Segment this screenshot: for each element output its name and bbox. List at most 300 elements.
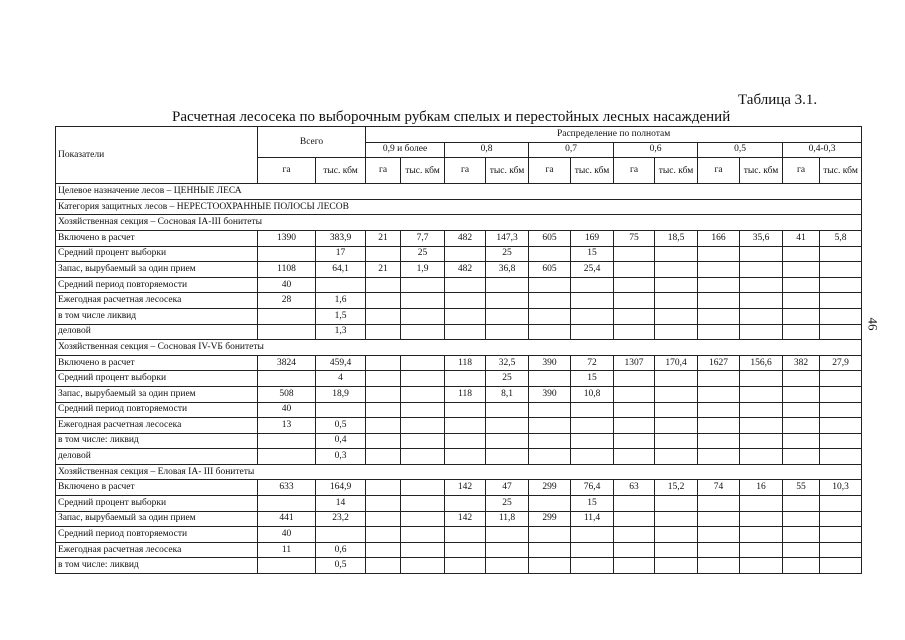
table-cell bbox=[655, 542, 698, 558]
table-cell bbox=[486, 324, 529, 340]
table-cell bbox=[655, 293, 698, 309]
table-cell bbox=[366, 402, 401, 418]
table-cell: 21 bbox=[366, 262, 401, 278]
table-cell: 1,5 bbox=[316, 308, 366, 324]
table-cell bbox=[571, 418, 614, 434]
table-cell bbox=[366, 433, 401, 449]
table-cell bbox=[655, 418, 698, 434]
table-cell bbox=[655, 386, 698, 402]
table-cell: 76,4 bbox=[571, 480, 614, 496]
table-cell bbox=[698, 246, 740, 262]
table-cell bbox=[698, 371, 740, 387]
table-cell bbox=[783, 402, 820, 418]
table-cell: 25 bbox=[486, 371, 529, 387]
table-row bbox=[56, 246, 862, 262]
table-cell bbox=[820, 293, 862, 309]
table-row bbox=[56, 402, 862, 418]
table-cell bbox=[445, 418, 486, 434]
table-cell bbox=[783, 527, 820, 543]
table-cell: 1307 bbox=[614, 355, 655, 371]
header-unit-volume: тыс. кбм bbox=[820, 158, 862, 184]
table-cell bbox=[445, 402, 486, 418]
table-cell: 72 bbox=[571, 355, 614, 371]
table-cell: 0,5 bbox=[316, 558, 366, 574]
table-cell bbox=[445, 558, 486, 574]
header-unit-ha: га bbox=[366, 158, 401, 184]
table-cell bbox=[740, 246, 783, 262]
row-label: Средний процент выборки bbox=[56, 371, 258, 387]
table-cell bbox=[571, 402, 614, 418]
row-label: Включено в расчет bbox=[56, 355, 258, 371]
table-cell: 17 bbox=[316, 246, 366, 262]
row-label: Средний процент выборки bbox=[56, 246, 258, 262]
table-cell: 4 bbox=[316, 371, 366, 387]
table-cell bbox=[529, 246, 571, 262]
table-cell bbox=[655, 371, 698, 387]
table-cell bbox=[614, 293, 655, 309]
table-cell: 508 bbox=[258, 386, 316, 402]
table-cell bbox=[401, 496, 445, 512]
table-cell: 299 bbox=[529, 480, 571, 496]
table-cell bbox=[529, 402, 571, 418]
table-cell bbox=[698, 418, 740, 434]
table-cell bbox=[366, 496, 401, 512]
table-row bbox=[56, 511, 862, 527]
table-cell bbox=[820, 449, 862, 465]
table-cell bbox=[614, 324, 655, 340]
table-cell bbox=[366, 246, 401, 262]
table-cell bbox=[698, 402, 740, 418]
table-cell: 142 bbox=[445, 480, 486, 496]
table-cell: 118 bbox=[445, 355, 486, 371]
table-cell bbox=[445, 433, 486, 449]
table-cell bbox=[529, 371, 571, 387]
table-cell: 14 bbox=[316, 496, 366, 512]
table-cell: 633 bbox=[258, 480, 316, 496]
table-cell bbox=[614, 308, 655, 324]
table-cell: 10,8 bbox=[571, 386, 614, 402]
table-row bbox=[56, 386, 862, 402]
table-cell bbox=[258, 324, 316, 340]
table-cell bbox=[820, 558, 862, 574]
table-cell: 15,2 bbox=[655, 480, 698, 496]
table-cell bbox=[740, 433, 783, 449]
table-cell: 36,8 bbox=[486, 262, 529, 278]
table-cell: 0,5 bbox=[316, 418, 366, 434]
table-cell bbox=[401, 293, 445, 309]
table-cell bbox=[401, 418, 445, 434]
table-cell bbox=[571, 527, 614, 543]
table-cell bbox=[486, 402, 529, 418]
table-cell bbox=[614, 527, 655, 543]
table-cell: 459,4 bbox=[316, 355, 366, 371]
table-cell bbox=[820, 308, 862, 324]
table-cell: 0,3 bbox=[316, 449, 366, 465]
table-cell bbox=[366, 308, 401, 324]
table-cell bbox=[783, 386, 820, 402]
table-cell bbox=[366, 386, 401, 402]
header-indicators: Показатели bbox=[56, 127, 258, 184]
table-cell bbox=[614, 246, 655, 262]
table-cell bbox=[655, 308, 698, 324]
header-unit-ha: га bbox=[529, 158, 571, 184]
table-cell bbox=[614, 262, 655, 278]
table-cell bbox=[366, 371, 401, 387]
table-cell: 8,1 bbox=[486, 386, 529, 402]
table-cell bbox=[486, 558, 529, 574]
section-row bbox=[56, 464, 862, 480]
table-cell bbox=[401, 527, 445, 543]
table-row bbox=[56, 308, 862, 324]
table-cell bbox=[820, 371, 862, 387]
table-cell bbox=[783, 511, 820, 527]
row-label: Включено в расчет bbox=[56, 480, 258, 496]
table-cell bbox=[445, 496, 486, 512]
table-cell bbox=[655, 511, 698, 527]
table-cell: 75 bbox=[614, 230, 655, 246]
header-unit-ha: га bbox=[783, 158, 820, 184]
table-cell: 25,4 bbox=[571, 262, 614, 278]
table-cell bbox=[401, 480, 445, 496]
table-cell: 7,7 bbox=[401, 230, 445, 246]
header-unit-ha: га bbox=[258, 158, 316, 184]
row-label: в том числе: ликвид bbox=[56, 558, 258, 574]
table-cell bbox=[740, 527, 783, 543]
table-cell bbox=[571, 324, 614, 340]
table-cell bbox=[571, 293, 614, 309]
table-cell bbox=[698, 433, 740, 449]
table-cell bbox=[316, 402, 366, 418]
table-cell: 28 bbox=[258, 293, 316, 309]
table-cell bbox=[655, 246, 698, 262]
row-label: Ежегодная расчетная лесосека bbox=[56, 293, 258, 309]
table-cell bbox=[698, 496, 740, 512]
table-cell bbox=[401, 324, 445, 340]
table-cell bbox=[698, 293, 740, 309]
table-cell bbox=[366, 418, 401, 434]
table-row bbox=[56, 449, 862, 465]
table-cell bbox=[740, 324, 783, 340]
table-cell bbox=[820, 402, 862, 418]
table-cell: 1627 bbox=[698, 355, 740, 371]
table-cell bbox=[783, 262, 820, 278]
table-cell bbox=[401, 277, 445, 293]
table-cell bbox=[445, 293, 486, 309]
table-cell bbox=[258, 433, 316, 449]
table-cell bbox=[820, 433, 862, 449]
table-cell bbox=[486, 308, 529, 324]
section-title: Целевое назначение лесов – ЦЕННЫЕ ЛЕСА bbox=[56, 184, 862, 200]
table-cell bbox=[529, 308, 571, 324]
table-cell bbox=[571, 433, 614, 449]
header-group: 0,9 и более bbox=[366, 142, 445, 158]
table-cell bbox=[366, 277, 401, 293]
header-unit-volume: тыс. кбм bbox=[401, 158, 445, 184]
table-cell bbox=[740, 542, 783, 558]
table-cell bbox=[401, 402, 445, 418]
table-cell bbox=[698, 262, 740, 278]
row-label: Ежегодная расчетная лесосека bbox=[56, 418, 258, 434]
table-cell bbox=[740, 371, 783, 387]
section-title: Хозяйственная секция – Сосновая IA-III бонитеты bbox=[56, 215, 862, 231]
table-row bbox=[56, 480, 862, 496]
table-row bbox=[56, 542, 862, 558]
table-cell bbox=[820, 277, 862, 293]
table-row bbox=[56, 418, 862, 434]
row-label: Запас, вырубаемый за один прием bbox=[56, 386, 258, 402]
section-row bbox=[56, 340, 862, 356]
row-label: деловой bbox=[56, 449, 258, 465]
table-cell: 18,9 bbox=[316, 386, 366, 402]
table-cell bbox=[740, 402, 783, 418]
table-cell: 1108 bbox=[258, 262, 316, 278]
table-cell bbox=[316, 277, 366, 293]
table-cell: 166 bbox=[698, 230, 740, 246]
row-label: деловой bbox=[56, 324, 258, 340]
table-cell bbox=[783, 433, 820, 449]
table-cell bbox=[698, 449, 740, 465]
table-cell bbox=[486, 277, 529, 293]
table-cell bbox=[655, 324, 698, 340]
table-row bbox=[56, 324, 862, 340]
table-cell: 41 bbox=[783, 230, 820, 246]
table-cell bbox=[698, 277, 740, 293]
table-cell: 1,3 bbox=[316, 324, 366, 340]
table-cell bbox=[366, 527, 401, 543]
table-cell bbox=[698, 386, 740, 402]
header-unit-ha: га bbox=[445, 158, 486, 184]
table-cell: 11,4 bbox=[571, 511, 614, 527]
table-cell: 11,8 bbox=[486, 511, 529, 527]
table-cell bbox=[655, 277, 698, 293]
header-unit-volume: тыс. кбм bbox=[740, 158, 783, 184]
table-cell bbox=[366, 558, 401, 574]
table-cell: 25 bbox=[486, 496, 529, 512]
table-cell bbox=[820, 386, 862, 402]
table-cell: 74 bbox=[698, 480, 740, 496]
table-cell: 27,9 bbox=[820, 355, 862, 371]
header-total: Всего bbox=[258, 127, 366, 158]
table-cell: 25 bbox=[401, 246, 445, 262]
table-cell bbox=[783, 277, 820, 293]
section-title: Хозяйственная секция – Еловая IA- III бонитеты bbox=[56, 464, 862, 480]
table-cell: 21 bbox=[366, 230, 401, 246]
table-cell: 40 bbox=[258, 527, 316, 543]
table-cell bbox=[698, 308, 740, 324]
table-cell bbox=[614, 511, 655, 527]
table-cell bbox=[401, 308, 445, 324]
table-cell bbox=[529, 418, 571, 434]
section-row bbox=[56, 184, 862, 200]
table-cell bbox=[486, 449, 529, 465]
table-cell bbox=[783, 246, 820, 262]
table-cell bbox=[655, 527, 698, 543]
table-cell: 0,4 bbox=[316, 433, 366, 449]
table-cell bbox=[698, 511, 740, 527]
table-cell bbox=[258, 496, 316, 512]
table-cell: 164,9 bbox=[316, 480, 366, 496]
table-row bbox=[56, 277, 862, 293]
table-cell bbox=[366, 542, 401, 558]
table-cell bbox=[740, 293, 783, 309]
table-cell: 32,5 bbox=[486, 355, 529, 371]
table-cell: 482 bbox=[445, 230, 486, 246]
table-cell bbox=[258, 308, 316, 324]
lesoseka-table bbox=[55, 126, 862, 574]
table-cell bbox=[445, 371, 486, 387]
table-cell bbox=[820, 324, 862, 340]
table-cell bbox=[820, 542, 862, 558]
table-cell bbox=[740, 308, 783, 324]
row-label: Запас, вырубаемый за один прием bbox=[56, 511, 258, 527]
table-cell bbox=[783, 449, 820, 465]
table-cell: 142 bbox=[445, 511, 486, 527]
table-cell bbox=[401, 433, 445, 449]
row-label: в том числе ликвид bbox=[56, 308, 258, 324]
table-cell bbox=[740, 386, 783, 402]
row-label: Средний период повторяемости bbox=[56, 402, 258, 418]
table-cell bbox=[820, 246, 862, 262]
row-label: Включено в расчет bbox=[56, 230, 258, 246]
table-cell: 169 bbox=[571, 230, 614, 246]
table-cell: 40 bbox=[258, 277, 316, 293]
table-cell bbox=[529, 433, 571, 449]
table-cell bbox=[614, 542, 655, 558]
table-cell: 605 bbox=[529, 262, 571, 278]
table-cell bbox=[783, 324, 820, 340]
table-cell: 0,6 bbox=[316, 542, 366, 558]
table-cell bbox=[698, 542, 740, 558]
table-cell: 25 bbox=[486, 246, 529, 262]
table-cell bbox=[783, 293, 820, 309]
header-unit-volume: тыс. кбм bbox=[486, 158, 529, 184]
table-cell: 23,2 bbox=[316, 511, 366, 527]
table-cell bbox=[740, 277, 783, 293]
table-cell bbox=[698, 558, 740, 574]
table-cell bbox=[820, 511, 862, 527]
table-cell bbox=[401, 511, 445, 527]
table-cell bbox=[740, 511, 783, 527]
table-cell bbox=[258, 558, 316, 574]
header-group: 0,8 bbox=[445, 142, 529, 158]
table-row bbox=[56, 355, 862, 371]
table-cell bbox=[529, 449, 571, 465]
table-cell bbox=[783, 308, 820, 324]
table-cell bbox=[486, 433, 529, 449]
table-cell bbox=[529, 293, 571, 309]
table-cell: 390 bbox=[529, 386, 571, 402]
table-cell bbox=[614, 386, 655, 402]
table-cell bbox=[445, 277, 486, 293]
table-cell: 299 bbox=[529, 511, 571, 527]
table-row bbox=[56, 496, 862, 512]
table-cell bbox=[401, 371, 445, 387]
table-cell bbox=[783, 542, 820, 558]
table-cell: 64,1 bbox=[316, 262, 366, 278]
table-cell bbox=[366, 293, 401, 309]
row-label: Ежегодная расчетная лесосека bbox=[56, 542, 258, 558]
table-cell bbox=[366, 449, 401, 465]
table-cell: 5,8 bbox=[820, 230, 862, 246]
row-label: Средний период повторяемости bbox=[56, 277, 258, 293]
table-cell bbox=[401, 386, 445, 402]
table-cell: 10,3 bbox=[820, 480, 862, 496]
table-cell bbox=[740, 418, 783, 434]
table-cell: 40 bbox=[258, 402, 316, 418]
table-cell bbox=[571, 542, 614, 558]
row-label: Средний процент выборки bbox=[56, 496, 258, 512]
table-cell bbox=[698, 324, 740, 340]
table-cell: 441 bbox=[258, 511, 316, 527]
table-row bbox=[56, 558, 862, 574]
table-cell: 13 bbox=[258, 418, 316, 434]
row-label: Запас, вырубаемый за один прием bbox=[56, 262, 258, 278]
table-cell bbox=[401, 542, 445, 558]
table-cell bbox=[529, 527, 571, 543]
table-cell: 15 bbox=[571, 371, 614, 387]
table-cell bbox=[529, 277, 571, 293]
table-cell bbox=[529, 542, 571, 558]
header-unit-ha: га bbox=[614, 158, 655, 184]
table-cell bbox=[486, 418, 529, 434]
table-cell: 16 bbox=[740, 480, 783, 496]
table-cell bbox=[783, 558, 820, 574]
table-cell bbox=[571, 308, 614, 324]
header-unit-volume: тыс. кбм bbox=[571, 158, 614, 184]
table-cell: 11 bbox=[258, 542, 316, 558]
table-cell bbox=[655, 496, 698, 512]
table-cell bbox=[366, 324, 401, 340]
header-unit-volume: тыс. кбм bbox=[655, 158, 698, 184]
table-cell: 15 bbox=[571, 496, 614, 512]
table-row bbox=[56, 262, 862, 278]
table-body bbox=[56, 184, 862, 574]
table-cell bbox=[571, 449, 614, 465]
page-number: 46 bbox=[865, 317, 881, 331]
header-group: 0,5 bbox=[698, 142, 783, 158]
table-cell bbox=[445, 246, 486, 262]
table-cell: 390 bbox=[529, 355, 571, 371]
row-label: Средний период повторяемости bbox=[56, 527, 258, 543]
table-cell bbox=[529, 324, 571, 340]
table-cell: 605 bbox=[529, 230, 571, 246]
header-group: 0,6 bbox=[614, 142, 698, 158]
table-cell: 147,3 bbox=[486, 230, 529, 246]
table-row bbox=[56, 527, 862, 543]
table-cell bbox=[655, 558, 698, 574]
table-cell bbox=[820, 527, 862, 543]
table-row bbox=[56, 230, 862, 246]
table-cell: 1,6 bbox=[316, 293, 366, 309]
table-cell: 63 bbox=[614, 480, 655, 496]
table-cell bbox=[445, 527, 486, 543]
table-cell bbox=[529, 558, 571, 574]
table-cell bbox=[614, 496, 655, 512]
table-cell bbox=[486, 293, 529, 309]
table-cell bbox=[614, 449, 655, 465]
table-cell bbox=[366, 511, 401, 527]
table-cell: 156,6 bbox=[740, 355, 783, 371]
table-cell bbox=[740, 496, 783, 512]
table-cell bbox=[401, 449, 445, 465]
table-cell bbox=[655, 262, 698, 278]
table-cell bbox=[740, 262, 783, 278]
header-group: 0,7 bbox=[529, 142, 614, 158]
table-row bbox=[56, 371, 862, 387]
table-cell bbox=[614, 277, 655, 293]
table-cell bbox=[783, 496, 820, 512]
row-label: в том числе: ликвид bbox=[56, 433, 258, 449]
